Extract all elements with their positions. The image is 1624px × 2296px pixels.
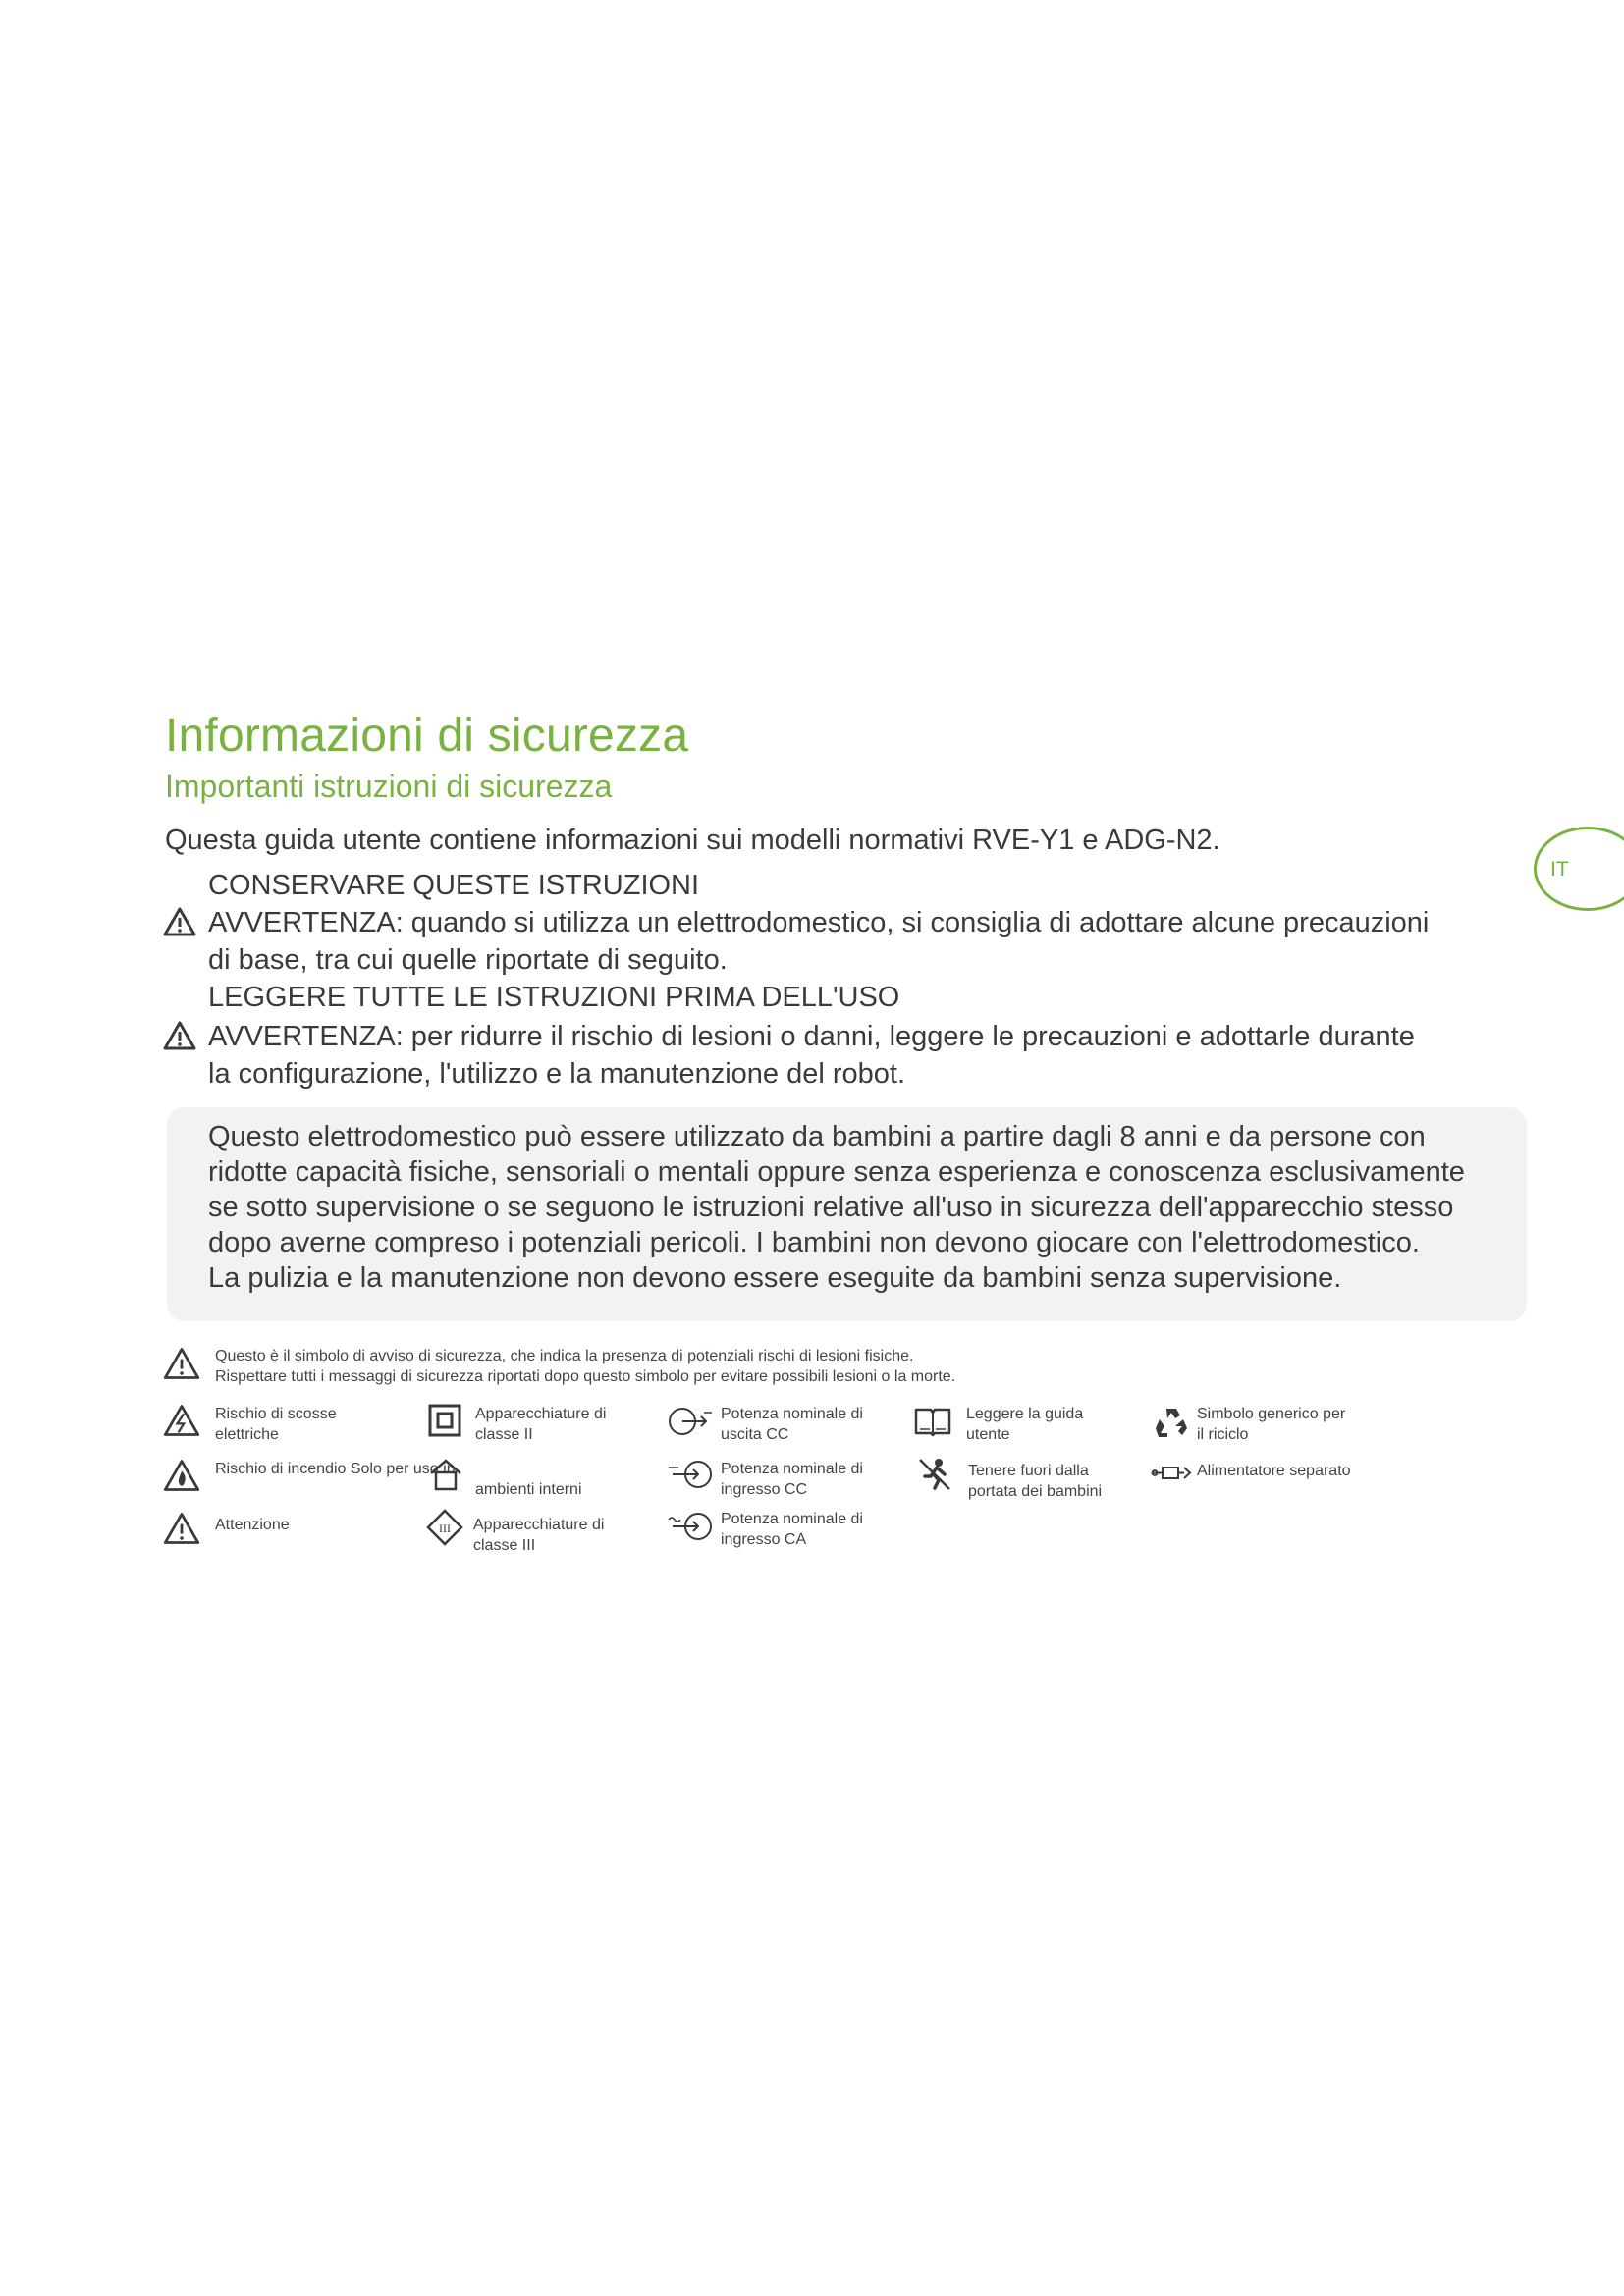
conserve-instructions: CONSERVARE QUESTE ISTRUZIONI [208, 870, 700, 901]
page-title: Informazioni di sicurezza [165, 710, 689, 762]
legend-label: Tenere fuori dalla [968, 1463, 1089, 1479]
attention-icon [163, 1512, 200, 1545]
read-all-instructions: LEGGERE TUTTE LE ISTRUZIONI PRIMA DELL'USO [208, 982, 900, 1013]
legend-label: classe III [473, 1537, 536, 1554]
recycling-icon [1155, 1405, 1188, 1438]
legend-label: Potenza nominale di [721, 1461, 863, 1477]
class-iii-numeral: III [439, 1522, 451, 1535]
notice-line: dopo averne compreso i potenziali pericoli. I bambini non devono giocare con l'elettrodomestico. [208, 1227, 1420, 1258]
intro-line: Questa guida utente contiene informazioni sui modelli normativi RVE-Y1 e ADG-N2. [165, 825, 1220, 856]
legend-label: Potenza nominale di [721, 1406, 863, 1422]
separate-power-supply-icon [1151, 1465, 1192, 1482]
legend-label: Potenza nominale di [721, 1511, 863, 1527]
ac-input-icon [667, 1511, 714, 1542]
legend-label: Rischio di incendio Solo per uso in [215, 1461, 456, 1477]
safety-alert-icon [163, 1347, 200, 1380]
legend-label: Apparecchiature di [475, 1406, 607, 1422]
legend-label: classe II [475, 1426, 533, 1443]
warning-triangle-icon [163, 1021, 196, 1050]
warning-text: AVVERTENZA: quando si utilizza un elettrodomestico, si consiglia di adottare alcune precauzioni [208, 907, 1430, 938]
legend-label: il riciclo [1197, 1426, 1249, 1443]
legend-label: Leggere la guida [966, 1406, 1084, 1422]
legend-label: ambienti interni [475, 1481, 582, 1498]
legend-label: elettriche [215, 1426, 279, 1443]
indoor-use-icon [428, 1457, 463, 1492]
dc-output-icon [667, 1406, 714, 1437]
fire-risk-icon [163, 1459, 200, 1492]
language-tab-label: IT [1550, 858, 1569, 881]
legend-label: Apparecchiature di [473, 1517, 605, 1533]
legend-label: ingresso CC [721, 1481, 808, 1498]
language-tab [1534, 827, 1624, 911]
safety-symbol-description: Questo è il simbolo di avviso di sicurezza, che indica la presenza di potenziali rischi di lesioni fisiche. [215, 1348, 914, 1364]
page-subtitle: Importanti istruzioni di sicurezza [165, 769, 613, 804]
warning-text-cont: di base, tra cui quelle riportate di seguito. [208, 944, 728, 976]
legend-label: Alimentatore separato [1197, 1463, 1351, 1479]
legend-label: Rischio di scosse [215, 1406, 337, 1422]
notice-line: Questo elettrodomestico può essere utilizzato da bambini a partire dagli 8 anni e da persone con [208, 1121, 1426, 1152]
safety-symbol-description: Rispettare tutti i messaggi di sicurezza riportati dopo questo simbolo per evitare possibili lesioni o la morte. [215, 1368, 956, 1385]
legend-label: ingresso CA [721, 1531, 807, 1548]
legend-label: Attenzione [215, 1517, 290, 1533]
legend-label: uscita CC [721, 1426, 789, 1443]
legend-label: portata dei bambini [968, 1483, 1103, 1500]
legend-label: Simbolo generico per [1197, 1406, 1346, 1422]
notice-line: se sotto supervisione o se seguono le istruzioni relative all'uso in sicurezza dell'apparecchio stesso [208, 1192, 1454, 1223]
notice-line: ridotte capacità fisiche, sensoriali o mentali oppure senza esperienza e conoscenza esclusivamente [208, 1156, 1465, 1188]
class-iii-icon [426, 1509, 463, 1546]
notice-line: La pulizia e la manutenzione non devono essere eseguite da bambini senza supervisione. [208, 1262, 1342, 1294]
warning-triangle-icon [163, 907, 196, 936]
legend-label: utente [966, 1426, 1010, 1443]
keep-away-from-children-icon [917, 1457, 952, 1492]
warning-text-cont: la configurazione, l'utilizzo e la manutenzione del robot. [208, 1058, 906, 1090]
read-guide-icon [913, 1404, 952, 1437]
electric-shock-icon [163, 1404, 200, 1437]
dc-input-icon [667, 1459, 714, 1490]
warning-text: AVVERTENZA: per ridurre il rischio di lesioni o danni, leggere le precauzioni e adottarle durante [208, 1021, 1415, 1052]
class-ii-icon [428, 1404, 461, 1437]
